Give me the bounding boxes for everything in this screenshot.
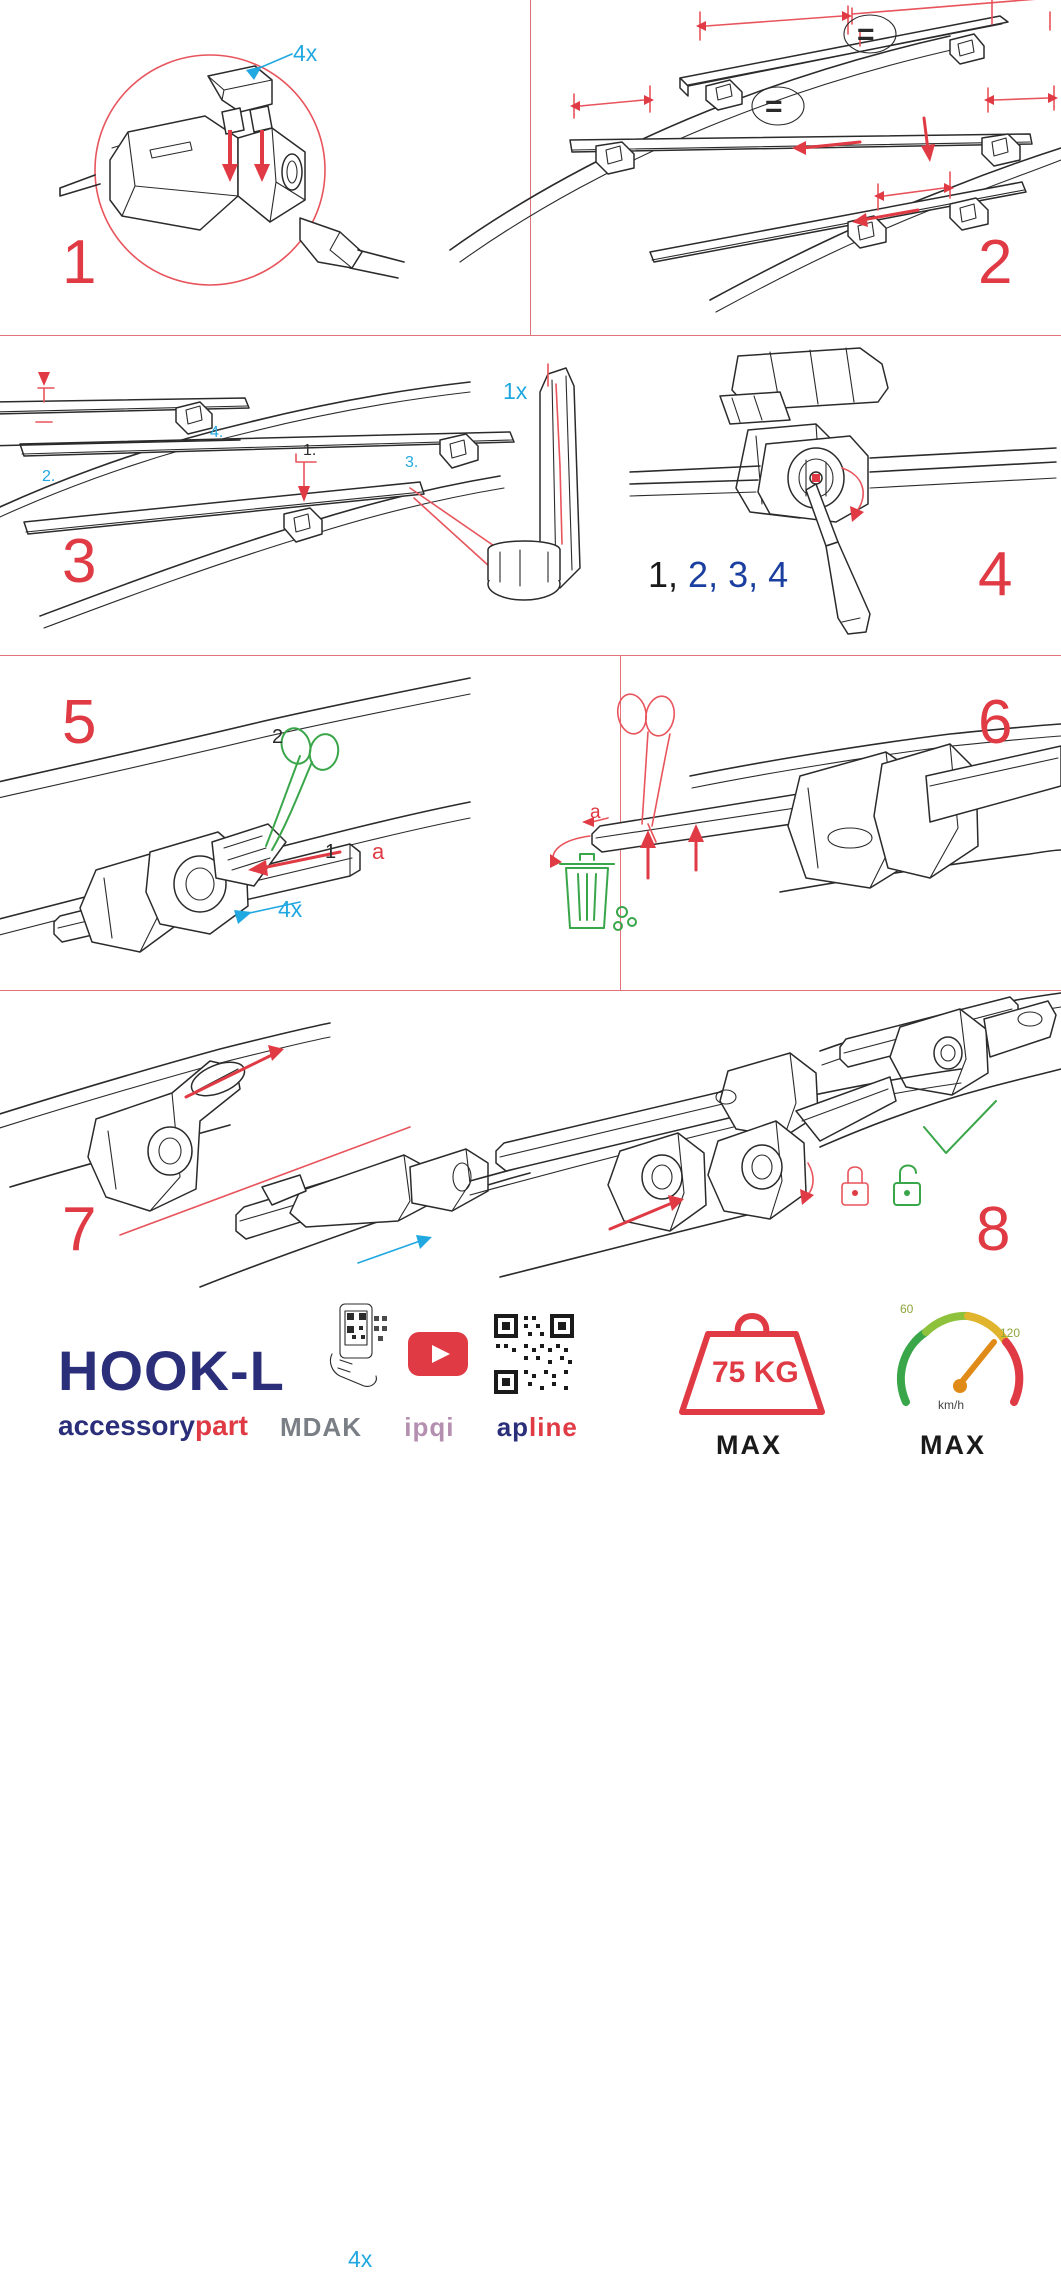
max-speed-label: MAX	[920, 1430, 986, 1460]
max-weight-value: 75 KG	[712, 1356, 799, 1389]
step-2-equal-1: =	[857, 18, 875, 51]
step-7-callout-4x: 4x	[348, 2246, 373, 2272]
step-4-sequence	[648, 554, 788, 596]
step-6-number: 6	[978, 688, 1014, 757]
logo-apline-b: line	[529, 1412, 578, 1442]
youtube-icon[interactable]	[408, 1332, 468, 1376]
step-7-number: 7	[62, 1195, 98, 1264]
step-2-panel	[530, 0, 1061, 335]
logo-ipqi: ipqi	[404, 1412, 455, 1442]
step-5-callout-4x: 4x	[278, 896, 303, 922]
step-8-panel	[490, 991, 1061, 1290]
scan-qr-icon[interactable]	[322, 1302, 392, 1392]
step-4-seq-1: 1,	[648, 554, 679, 595]
step-4-panel	[620, 336, 1061, 655]
step-5-number: 5	[62, 688, 98, 757]
step-1-number: 1	[62, 228, 98, 297]
step-4-seq-3: 3,	[728, 554, 759, 595]
step-5-panel	[0, 656, 530, 990]
step-5-label-a: a	[372, 839, 385, 864]
step-1-callout-4x: 4x	[293, 40, 318, 66]
step-3-label-3: 3.	[405, 454, 419, 471]
step-4-seq-2: 2,	[688, 554, 719, 595]
step-3-callout-1x: 1x	[503, 378, 528, 404]
step-6-label-a: a	[590, 802, 601, 823]
logo-apline-a: ap	[496, 1412, 530, 1442]
logo-mdak: MDAK	[280, 1412, 362, 1442]
brand-tagline	[58, 1410, 248, 1442]
step-1-panel	[0, 0, 530, 335]
footer	[0, 1290, 1061, 1500]
step-5-label-2: 2	[272, 726, 284, 748]
step-4-number: 4	[978, 540, 1014, 609]
max-weight-label: MAX	[716, 1430, 782, 1460]
speed-tick-min: 60	[900, 1302, 914, 1316]
partner-logos	[280, 1412, 578, 1443]
step-3-label-2: 2.	[42, 468, 56, 485]
step-3-number: 3	[62, 527, 98, 596]
step-5-label-1: 1	[325, 841, 337, 863]
speed-tick-max: 120	[1000, 1326, 1021, 1340]
brand-title: HOOK-L	[58, 1339, 285, 1402]
step-3-panel	[0, 336, 620, 655]
step-4-seq-4: 4	[768, 554, 789, 595]
step-2-number: 2	[978, 228, 1014, 297]
step-3-label-1: 1.	[303, 442, 317, 459]
tagline-accessory: accessory	[58, 1410, 196, 1441]
step-3-label-4: 4.	[210, 424, 224, 441]
step-6-panel	[530, 656, 1061, 990]
step-2-equal-2: =	[765, 90, 783, 123]
step-8-number: 8	[976, 1195, 1012, 1264]
tagline-part: part	[195, 1410, 248, 1441]
qr-code-icon[interactable]	[492, 1312, 576, 1396]
speed-unit: km/h	[938, 1398, 965, 1412]
